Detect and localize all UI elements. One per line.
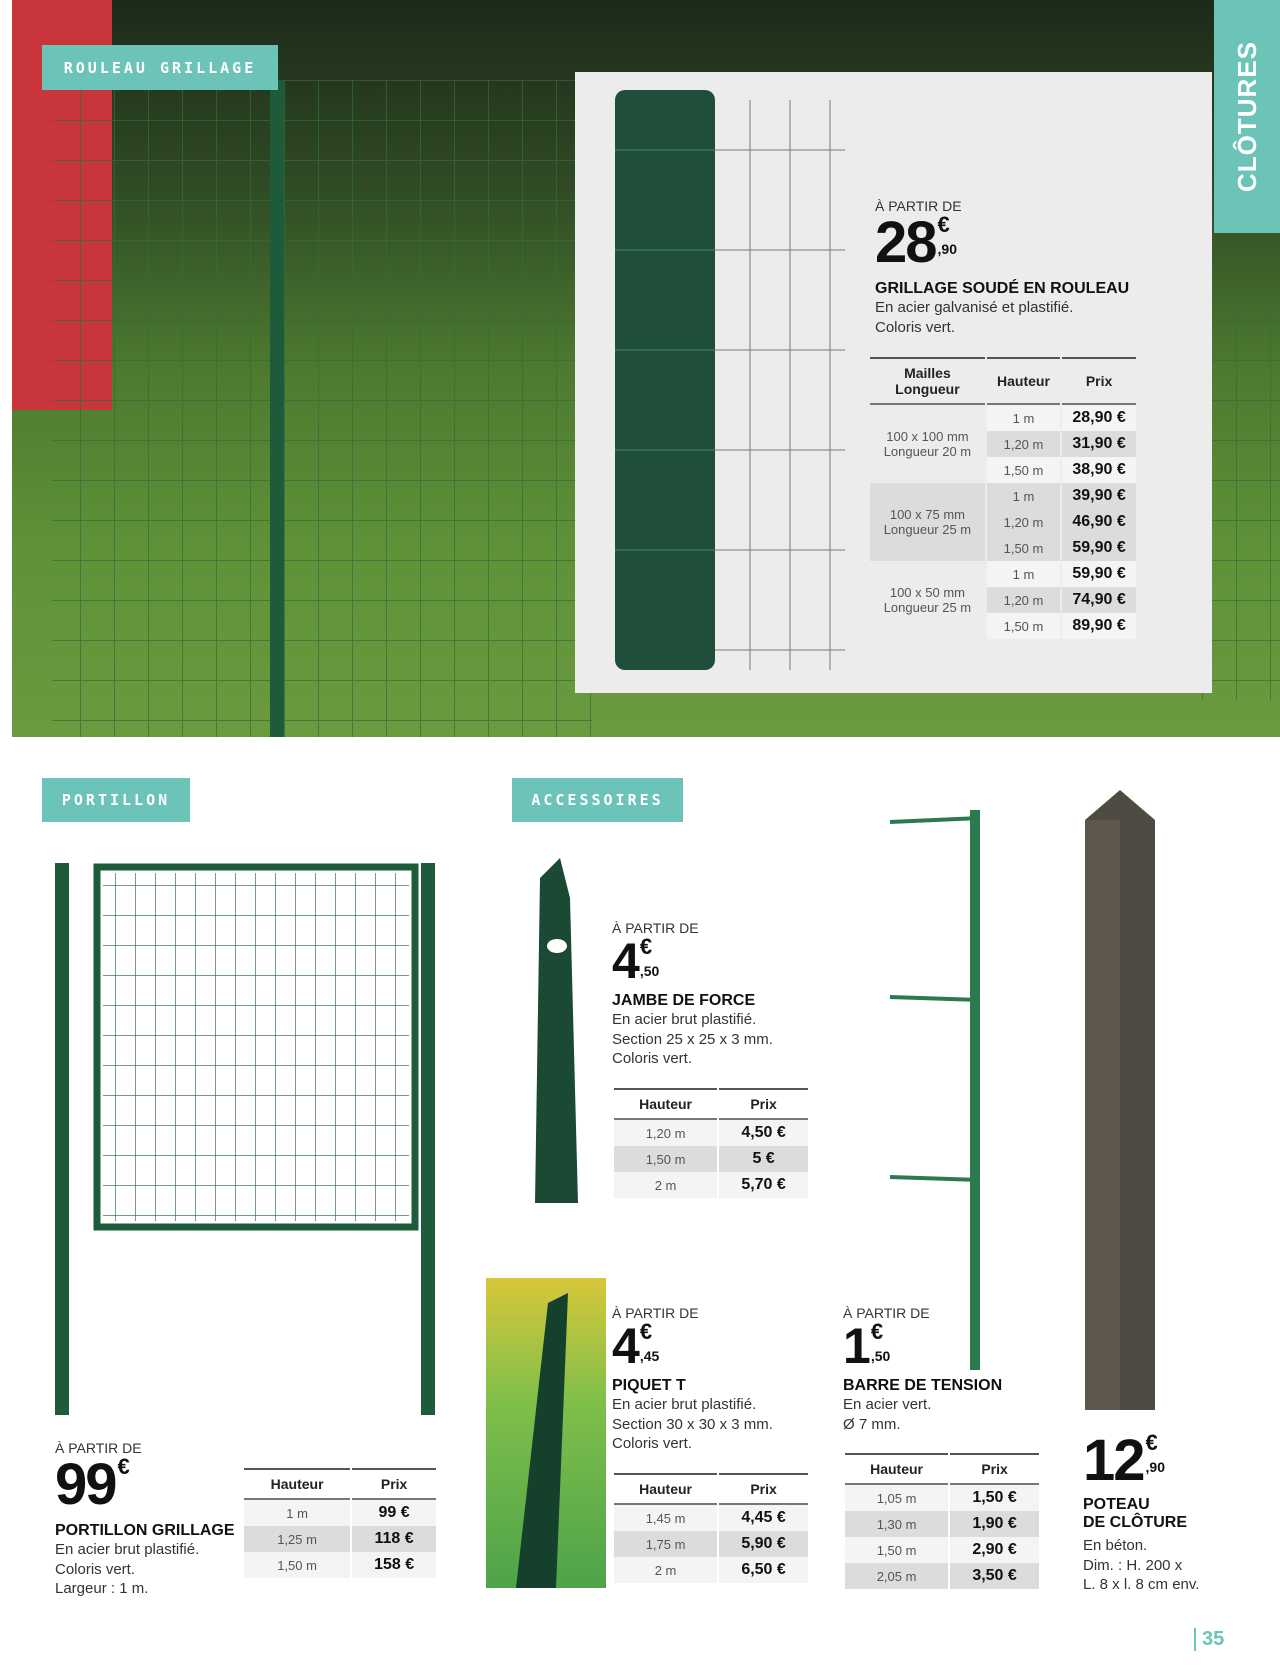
barre-title: BARRE DE TENSION xyxy=(843,1377,1003,1394)
hauteur-cell: 1 m xyxy=(987,561,1060,587)
portillon-price-table xyxy=(242,1468,438,1578)
portillon-title: PORTILLON GRILLAGE xyxy=(55,1522,235,1539)
side-tab-label: CLÔTURES xyxy=(1231,41,1262,192)
table-row xyxy=(614,1120,808,1146)
grillage-desc-1: En acier galvanisé et plastifié. xyxy=(875,299,1074,316)
grillage-product-box xyxy=(575,72,1212,693)
maille-cell xyxy=(870,405,985,483)
price-cents: ,50 xyxy=(870,1348,891,1364)
hauteur-cell: 1 m xyxy=(244,1500,350,1526)
prix-cell: 39,90 € xyxy=(1062,483,1136,509)
desc-line: Dim. : H. 200 x xyxy=(1083,1556,1183,1574)
desc-line: En acier brut plastifié. xyxy=(612,1011,757,1028)
prix-cell: 4,50 € xyxy=(719,1120,808,1146)
prix-cell: 158 € xyxy=(352,1552,436,1578)
piquet-t-image xyxy=(486,1278,606,1588)
hauteur-cell: 1 m xyxy=(987,483,1060,509)
hauteur-cell: 1,30 m xyxy=(845,1511,948,1537)
longueur: Longueur 25 m xyxy=(883,522,972,537)
header-hauteur: Hauteur xyxy=(845,1453,948,1485)
prix-cell: 1,90 € xyxy=(950,1511,1039,1537)
prix-cell: 38,90 € xyxy=(1062,457,1136,483)
price-int: 4 xyxy=(612,933,638,989)
hauteur-cell: 2 m xyxy=(614,1557,717,1583)
price-int: 1 xyxy=(843,1318,869,1374)
jambe-price-table xyxy=(612,1088,810,1198)
hauteur-cell: 1,50 m xyxy=(987,613,1060,639)
barre-price-table xyxy=(843,1453,1041,1589)
portillon-gate-image xyxy=(55,855,440,1415)
price-int: 99 xyxy=(55,1452,116,1517)
from-label: À PARTIR DE xyxy=(875,198,962,214)
desc-line: Coloris vert. xyxy=(612,1050,693,1067)
hauteur-cell: 1,20 m xyxy=(987,431,1060,457)
from-label: À PARTIR DE xyxy=(843,1305,930,1321)
hauteur-cell: 1,50 m xyxy=(987,535,1060,561)
prix-cell: 99 € xyxy=(352,1500,436,1526)
prix-cell: 46,90 € xyxy=(1062,509,1136,535)
desc-line: Section 25 x 25 x 3 mm. xyxy=(612,1030,773,1048)
piquet-title: PIQUET T xyxy=(612,1377,686,1394)
desc-line: Coloris vert. xyxy=(612,1435,693,1452)
prix-cell: 2,90 € xyxy=(950,1537,1039,1563)
price-currency: € xyxy=(937,212,950,237)
hauteur-cell: 1,20 m xyxy=(987,587,1060,613)
hauteur-cell: 1,45 m xyxy=(614,1505,717,1531)
table-row xyxy=(614,1172,808,1198)
grillage-price xyxy=(875,210,1129,275)
header-hauteur: Hauteur xyxy=(244,1468,350,1500)
hauteur-cell: 2 m xyxy=(614,1172,717,1198)
desc-line: En acier brut plastifié. xyxy=(612,1396,757,1413)
section-label-portillon: PORTILLON xyxy=(42,778,190,822)
prix-cell: 89,90 € xyxy=(1062,613,1136,639)
hauteur-cell: 1,50 m xyxy=(987,457,1060,483)
from-label: À PARTIR DE xyxy=(612,920,699,936)
price-cents: ,90 xyxy=(937,241,957,257)
prix-cell: 59,90 € xyxy=(1062,561,1136,587)
jambe-price xyxy=(612,933,773,989)
table-row xyxy=(870,405,1136,431)
portillon-price xyxy=(55,1452,235,1517)
piquet-price xyxy=(612,1318,773,1374)
desc-line: Section 30 x 30 x 3 mm. xyxy=(612,1415,773,1433)
maille: 100 x 75 mm xyxy=(889,507,965,522)
price-int: 28 xyxy=(875,210,936,275)
longueur: Longueur 25 m xyxy=(883,600,972,615)
prix-cell: 5,70 € xyxy=(719,1172,808,1198)
hauteur-cell: 1,50 m xyxy=(614,1146,717,1172)
barre-price xyxy=(843,1318,1002,1374)
prix-cell: 6,50 € xyxy=(719,1557,808,1583)
desc-line: En acier vert. xyxy=(843,1396,932,1413)
header-hauteur: Hauteur xyxy=(987,357,1060,405)
table-row xyxy=(845,1563,1039,1589)
header-prix: Prix xyxy=(719,1473,808,1505)
portillon-info xyxy=(55,1440,235,1599)
table-row xyxy=(614,1505,808,1531)
prix-cell: 1,50 € xyxy=(950,1485,1039,1511)
hauteur-cell: 1,50 m xyxy=(845,1537,948,1563)
price-currency: € xyxy=(117,1454,130,1479)
prix-cell: 5 € xyxy=(719,1146,808,1172)
table-row xyxy=(614,1557,808,1583)
hauteur-cell: 1,25 m xyxy=(244,1526,350,1552)
poteau-title: DE CLÔTURE xyxy=(1083,1514,1187,1531)
section-label-rouleau: ROULEAU GRILLAGE xyxy=(42,45,278,90)
piquet-price-table xyxy=(612,1473,810,1583)
prix-cell: 4,45 € xyxy=(719,1505,808,1531)
piquet-info xyxy=(612,1305,773,1454)
desc-line: Ø 7 mm. xyxy=(843,1415,901,1433)
prix-cell: 118 € xyxy=(352,1526,436,1552)
table-row xyxy=(614,1146,808,1172)
grillage-info xyxy=(875,198,1129,337)
prix-cell: 28,90 € xyxy=(1062,405,1136,431)
header-hauteur: Hauteur xyxy=(614,1088,717,1120)
from-label: À PARTIR DE xyxy=(55,1440,142,1456)
grillage-title: GRILLAGE SOUDÉ EN ROULEAU xyxy=(875,280,1130,297)
header-prix: Prix xyxy=(719,1088,808,1120)
grillage-desc-2: Coloris vert. xyxy=(875,318,956,336)
maille: 100 x 100 mm xyxy=(886,429,969,444)
table-row xyxy=(614,1531,808,1557)
prix-cell: 5,90 € xyxy=(719,1531,808,1557)
desc-line: L. 8 x l. 8 cm env. xyxy=(1083,1576,1200,1593)
maille-cell xyxy=(870,483,985,561)
maille-cell xyxy=(870,561,985,639)
hauteur-cell: 1 m xyxy=(987,405,1060,431)
price-currency: € xyxy=(639,1319,653,1344)
price-cents: ,50 xyxy=(639,963,660,979)
jambe-de-force-image xyxy=(530,858,585,1208)
prix-cell: 31,90 € xyxy=(1062,431,1136,457)
table-row xyxy=(845,1485,1039,1511)
jambe-info xyxy=(612,920,773,1069)
hauteur-cell: 1,05 m xyxy=(845,1485,948,1511)
table-row xyxy=(244,1552,436,1578)
price-currency: € xyxy=(870,1319,884,1344)
barre-de-tension-image xyxy=(885,810,995,1370)
price-currency: € xyxy=(1145,1430,1158,1455)
price-int: 4 xyxy=(612,1318,638,1374)
price-cents: ,45 xyxy=(639,1348,660,1364)
desc-line: En acier brut plastifié. xyxy=(55,1541,200,1558)
header-mailles: Mailles Longueur xyxy=(870,357,985,405)
longueur: Longueur 20 m xyxy=(883,444,972,459)
desc-line: Coloris vert. xyxy=(55,1560,136,1578)
header-hauteur: Hauteur xyxy=(614,1473,717,1505)
table-row xyxy=(845,1537,1039,1563)
hauteur-cell: 1,20 m xyxy=(987,509,1060,535)
price-cents: ,90 xyxy=(1145,1459,1165,1475)
table-row xyxy=(870,483,1136,509)
jambe-title: JAMBE DE FORCE xyxy=(612,992,756,1009)
desc-line: En béton. xyxy=(1083,1537,1148,1554)
barre-info xyxy=(843,1305,1002,1434)
prix-cell: 59,90 € xyxy=(1062,535,1136,561)
header-prix: Prix xyxy=(352,1468,436,1500)
prix-cell: 3,50 € xyxy=(950,1563,1039,1589)
from-label: À PARTIR DE xyxy=(612,1305,699,1321)
desc-line: Largeur : 1 m. xyxy=(55,1580,149,1597)
poteau-price xyxy=(1083,1428,1199,1493)
price-int: 12 xyxy=(1083,1428,1144,1493)
grillage-roll-image xyxy=(605,90,845,690)
hauteur-cell: 1,75 m xyxy=(614,1531,717,1557)
hauteur-cell: 2,05 m xyxy=(845,1563,948,1589)
header-prix: Prix xyxy=(1062,357,1136,405)
poteau-title: POTEAU xyxy=(1083,1496,1150,1513)
price-currency: € xyxy=(639,934,653,959)
maille: 100 x 50 mm xyxy=(889,585,965,600)
hauteur-cell: 1,50 m xyxy=(244,1552,350,1578)
hauteur-cell: 1,20 m xyxy=(614,1120,717,1146)
page-number: 35 xyxy=(1194,1628,1224,1651)
section-label-accessoires: ACCESSOIRES xyxy=(512,778,683,822)
side-tab-clotures[interactable] xyxy=(1214,0,1280,233)
grillage-price-table xyxy=(868,357,1138,639)
header-prix: Prix xyxy=(950,1453,1039,1485)
poteau-info xyxy=(1083,1428,1200,1595)
table-row xyxy=(870,561,1136,587)
prix-cell: 74,90 € xyxy=(1062,587,1136,613)
table-row xyxy=(244,1526,436,1552)
table-row xyxy=(244,1500,436,1526)
poteau-beton-image xyxy=(1083,790,1158,1410)
table-row xyxy=(845,1511,1039,1537)
